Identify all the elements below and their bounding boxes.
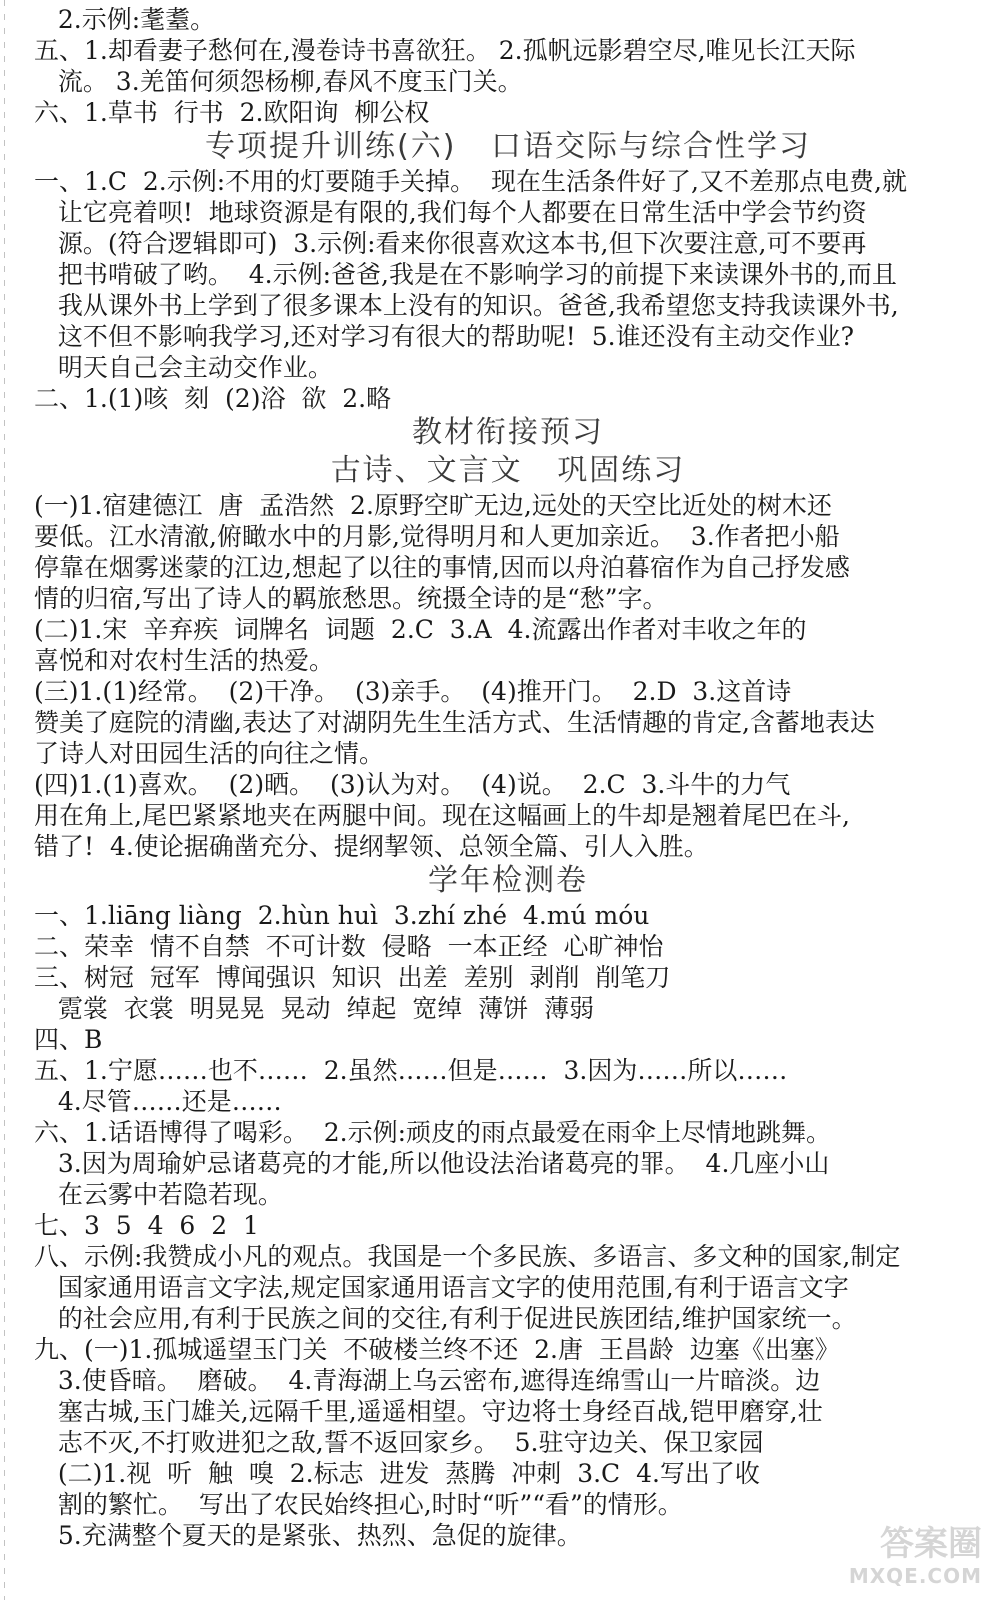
text-line: 要低。江水清澈,俯瞰水中的月影,觉得明月和人更加亲近。 3.作者把小船 xyxy=(34,522,840,551)
text-line: 4.尽管……还是…… xyxy=(34,1087,282,1116)
text-line: 六、1.话语博得了喝彩。 2.示例:顽皮的雨点最爱在雨伞上尽情地跳舞。 xyxy=(34,1118,832,1147)
text-line: 2.示例:耄耋。 xyxy=(34,5,216,34)
text-line: 志不灭,不打败进犯之敌,誓不返回家乡。 5.驻守边关、保卫家园 xyxy=(34,1428,764,1457)
text-line: 二、荣幸 情不自禁 不可计数 侵略 一本正经 心旷神怡 xyxy=(34,932,664,961)
text-line: 霓裳 衣裳 明晃晃 晃动 绰起 宽绰 薄饼 薄弱 xyxy=(34,994,595,1023)
text-line: 赞美了庭院的清幽,表达了对湖阴先生生活方式、生活情趣的肯定,含蓄地表达 xyxy=(34,708,875,737)
text-line: 六、1.草书 行书 2.欧阳询 柳公权 xyxy=(34,98,430,127)
text-line: 流。 3.羌笛何须怨杨柳,春风不度玉门关。 xyxy=(34,67,523,96)
site-watermark xyxy=(792,1524,982,1594)
text-line: 3.使昏暗。 磨破。 4.青海湖上乌云密布,遮得连绵雪山一片暗淡。边 xyxy=(34,1366,821,1395)
text-line: 国家通用语言文字法,规定国家通用语言文字的使用范围,有利于语言文字 xyxy=(34,1273,849,1302)
text-line: 塞古城,玉门雄关,远隔千里,遥遥相望。守边将士身经百战,铠甲磨穿,壮 xyxy=(34,1397,823,1426)
text-line: (二)1.宋 辛弃疾 词牌名 词题 2.C 3.A 4.流露出作者对丰收之年的 xyxy=(34,615,807,644)
text-line: 的社会应用,有利于民族之间的交往,有利于促进民族团结,维护国家统一。 xyxy=(34,1304,857,1333)
text-line: (三)1.(1)经常。 (2)干净。 (3)亲手。 (4)推开门。 2.D 3.这首诗 xyxy=(34,677,792,706)
text-line: 用在角上,尾巴紧紧地夹在两腿中间。现在这幅画上的牛却是翘着尾巴在斗, xyxy=(34,801,850,830)
text-line: 三、树冠 冠军 博闻强识 知识 出差 差别 剥削 削笔刀 xyxy=(34,963,671,992)
text-line: (二)1.视 听 触 嗅 2.标志 进发 蒸腾 冲刺 3.C 4.写出了收 xyxy=(34,1459,760,1488)
text-line: 明天自己会主动交作业。 xyxy=(34,353,333,382)
watermark-url: MXQE.COM xyxy=(848,1564,982,1588)
text-line: 一、1.liāng liàng 2.hùn huì 3.zhí zhé 4.mú móu xyxy=(34,901,650,930)
text-line: 源。(符合逻辑即可) 3.示例:看来你很喜欢这本书,但下次要注意,可不要再 xyxy=(34,229,867,258)
section-subtitle: 古诗、文言文 巩固练习 xyxy=(330,453,686,488)
text-line: 二、1.(1)咳 刻 (2)浴 欲 2.略 xyxy=(34,384,392,413)
text-line: (四)1.(1)喜欢。 (2)晒。 (3)认为对。 (4)说。 2.C 3.斗牛的力气 xyxy=(34,770,791,799)
text-line: 九、(一)1.孤城遥望玉门关 不破楼兰终不还 2.唐 王昌龄 边塞《出塞》 xyxy=(34,1335,840,1364)
text-line: 3.因为周瑜妒忌诸葛亮的才能,所以他设法治诸葛亮的罪。 4.几座小山 xyxy=(34,1149,830,1178)
text-line: 5.充满整个夏天的是紧张、热烈、急促的旋律。 xyxy=(34,1521,582,1550)
section-title: 教材衔接预习 xyxy=(412,415,604,450)
text-line: 错了! 4.使论据确凿充分、提纲挈领、总领全篇、引人入胜。 xyxy=(34,832,709,861)
text-line: 停靠在烟雾迷蒙的江边,想起了以往的事情,因而以舟泊暮宿作为自己抒发感 xyxy=(34,553,850,582)
text-line: 八、示例:我赞成小凡的观点。我国是一个多民族、多语言、多文种的国家,制定 xyxy=(34,1242,901,1271)
text-line: 把书啃破了哟。 4.示例:爸爸,我是在不影响学习的前提下来读课外书的,而且 xyxy=(34,260,897,289)
text-line: 喜悦和对农村生活的热爱。 xyxy=(34,646,335,675)
text-line: 七、3 5 4 6 2 1 xyxy=(34,1211,259,1240)
text-line: 我从课外书上学到了很多课本上没有的知识。爸爸,我希望您支持我读课外书, xyxy=(34,291,899,320)
section-title: 学年检测卷 xyxy=(428,863,588,898)
text-line: 割的繁忙。 写出了农民始终担心,时时“听”“看”的情形。 xyxy=(34,1490,683,1519)
text-line: 在云雾中若隐若现。 xyxy=(34,1180,283,1209)
text-line: 四、B xyxy=(34,1025,103,1054)
text-line: 这不但不影响我学习,还对学习有很大的帮助呢! 5.谁还没有主动交作业? xyxy=(34,322,854,351)
text-line: 让它亮着呗! 地球资源是有限的,我们每个人都要在日常生活中学会节约资 xyxy=(34,198,867,227)
text-line: 五、1.却看妻子愁何在,漫卷诗书喜欲狂。 2.孤帆远影碧空尽,唯见长江天际 xyxy=(34,36,856,65)
answer-content xyxy=(34,4,982,1551)
text-line: 了诗人对田园生活的向往之情。 xyxy=(34,739,385,768)
text-line: (一)1.宿建德江 唐 孟浩然 2.原野空旷无边,远处的天空比近处的树木还 xyxy=(34,491,832,520)
page-edge-line xyxy=(4,0,5,1600)
text-line: 一、1.C 2.示例:不用的灯要随手关掉。 现在生活条件好了,又不差那点电费,就 xyxy=(34,167,907,196)
text-line: 五、1.宁愿……也不…… 2.虽然……但是…… 3.因为……所以…… xyxy=(34,1056,788,1085)
section-title: 专项提升训练(六) 口语交际与综合性学习 xyxy=(204,129,812,164)
text-line: 情的归宿,写出了诗人的羁旅愁思。统摄全诗的是“愁”字。 xyxy=(34,584,668,613)
watermark-logo-text: 答案圈 xyxy=(880,1524,982,1564)
